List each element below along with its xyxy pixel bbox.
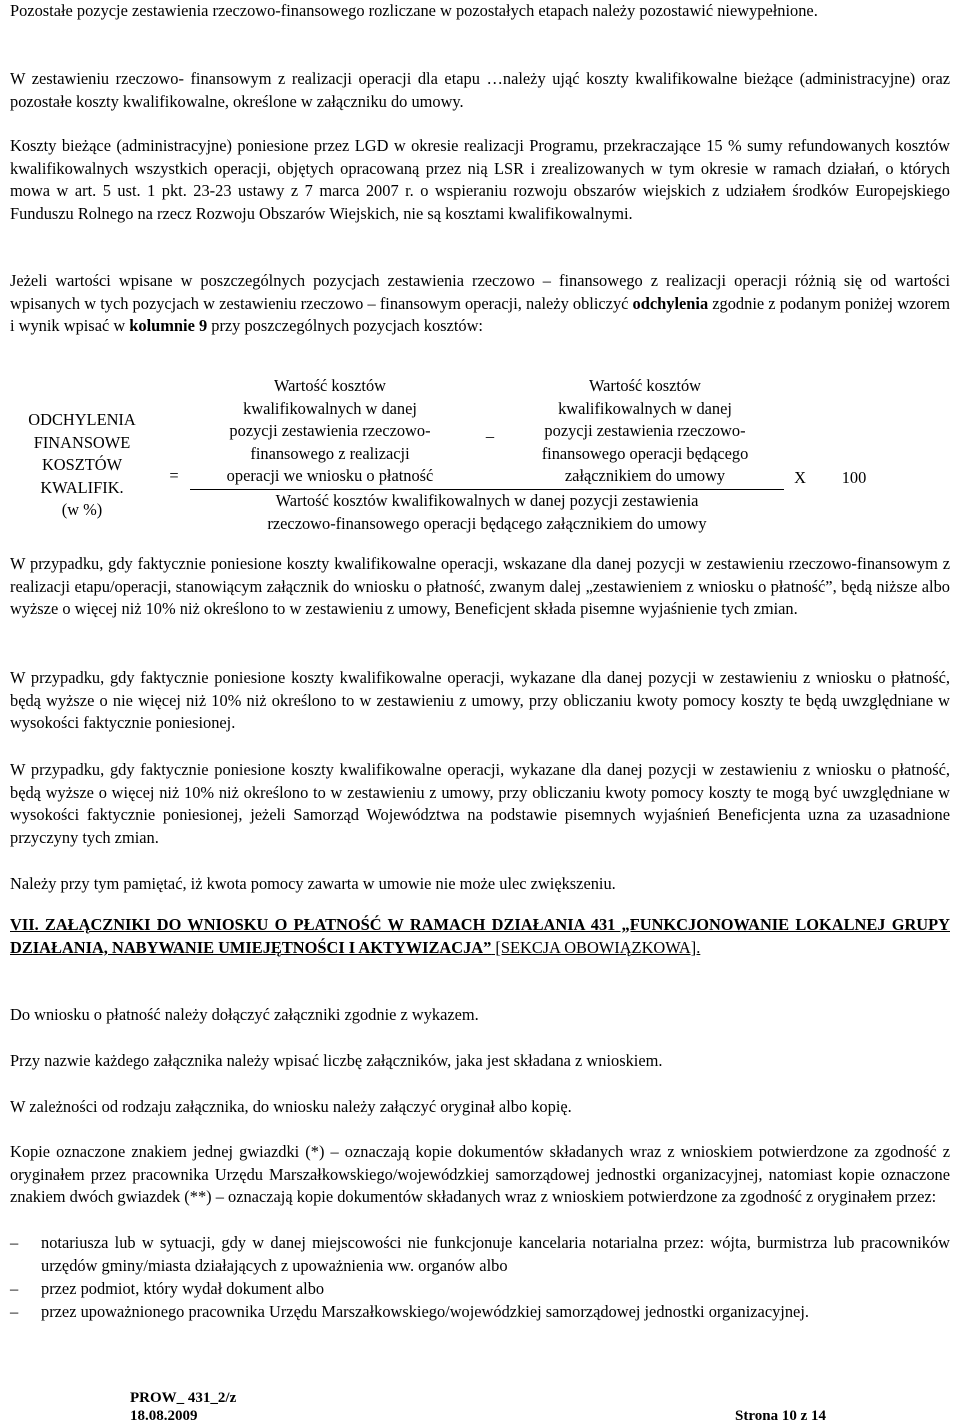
numerator-a-line: operacji we wniosku o płatność (226, 466, 434, 486)
denominator-line: Wartość kosztów kwalifikowalnych w danej pozycji zestawienia (275, 491, 699, 510)
minus-sign: _ (485, 421, 495, 440)
denominator (190, 490, 784, 535)
multiply-sign: X (794, 468, 806, 487)
list-item (10, 1278, 950, 1301)
numerator-b-line: załącznikiem do umowy (564, 466, 726, 486)
numerator-a-line: Wartość kosztów (273, 376, 387, 395)
dash-bullet: – (10, 1233, 19, 1252)
left-label-line: ODCHYLENIA (28, 410, 136, 429)
section-heading-attachments (10, 914, 950, 959)
numerator-b (510, 375, 780, 488)
paragraph-higher-costs-under-10: W przypadku, gdy faktycznie poniesione koszty kwalifikowalne operacji, wykazane dla danej pozycji w zestawieniu z wniosku o płatność, będą wyższe o nie więcej niż 10% niż określono to w zestawieniu z umowy, przy obliczaniu kwoty pomocy koszty te będą uwzględniane w wysokości faktycznie poniesionej. (10, 668, 950, 733)
numerator-a-line: finansowego z realizacji (250, 443, 410, 463)
equals-sign: = (169, 466, 179, 485)
dash-bullet: – (10, 1279, 19, 1298)
hundred-value: 100 (841, 468, 867, 487)
list-item-text: przez podmiot, który wydał dokument albo (41, 1279, 325, 1298)
footer-page-number: Strona 10 z 14 (735, 1408, 826, 1424)
text-run: Jeżeli wartości wpisane w poszczególnych pozycjach zestawienia rzeczowo – finansowego z realizacji operacji różnią się od wartości wpisanych w tych pozycjach w zestawieniu rzeczowo – finansowym operacji, należy obliczyć (10, 271, 950, 313)
numerator-b-line: kwalifikowalnych w danej (558, 398, 732, 418)
left-label-line: FINANSOWE (33, 432, 131, 452)
numerator-a-line: pozycji zestawienia rzeczowo- (229, 421, 431, 441)
denominator-line: rzeczowo-finansowego operacji będącego załącznikiem do umowy (267, 513, 707, 533)
paragraph-higher-costs-over-10: W przypadku, gdy faktycznie poniesione koszty kwalifikowalne operacji, wykazane dla danej pozycji w zestawieniu z wniosku o płatność, będą wyższe o więcej niż 10% niż określono to w zestawieniu z umowy, przy obliczaniu kwoty pomocy koszty te mogą być uwzględniane w wysokości faktycznie poniesionej, jeżeli Samorząd Województwa na podstawie pisemnych wyjaśnień Beneficjenta uzna za uzasadnione przyczyny tych zmian. (10, 760, 950, 847)
left-label-line: KOSZTÓW (41, 455, 123, 475)
paragraph-attachment-count: Przy nazwie każdego załącznika należy wpisać liczbę załączników, jaka jest składana z wnioskiem. (10, 1051, 663, 1070)
formula-left-label (12, 409, 152, 522)
paragraph-attachments-list: Do wniosku o płatność należy dołączyć załączniki zgodnie z wykazem. (10, 1005, 479, 1024)
list-item (10, 1301, 950, 1347)
numerator-b-line: Wartość kosztów (588, 376, 702, 395)
paragraph-stage-costs: W zestawieniu rzeczowo- finansowym z realizacji operacji dla etapu …należy ująć koszty kwalifikowalne bieżące (administracyjne) oraz pozostałe koszty kwalifikowalne, określone w załączniku do umowy. (10, 69, 950, 111)
footer-form-code: PROW_ 431_2/z (130, 1390, 237, 1406)
list-item-text: przez upoważnionego pracownika Urzędu Marszałkowskiego/wojewódzkiej samorządowej jednostki organizacyjnej. (41, 1302, 809, 1321)
left-label-line: KWALIFIK. (40, 477, 124, 497)
bold-term-kolumna-9: kolumnie 9 (129, 316, 208, 336)
paragraph-admin-costs: Koszty bieżące (administracyjne) poniesione przez LGD w okresie realizacji Programu, przekraczające 15 % sumy refundowanych kosztów kwalifikowalnych wszystkich operacji, objętych opracowaną przez nią LSR i zrealizowanych w tym okresie w ramach działań, o których mowa w art. 5 ust. 1 pkt. 23-23 ustawy z 7 marca 2007 r. o wspieraniu rozwoju obszarów wiejskich z udziałem środków Europejskiego Funduszu Rolnego na rzecz Rozwoju Obszarów Wiejskich, nie są kosztami kwalifikowalnymi. (10, 136, 950, 223)
left-label-line: (w %) (61, 500, 103, 520)
heading-bold-part: VII. ZAŁĄCZNIKI DO WNIOSKU O PŁATNOŚĆ W RAMACH DZIAŁANIA 431 „FUNKCJONOWANIE LOKALNEJ GRUPY DZIAŁANIA, NABYWANIE UMIEJĘTNOŚCI I AKTYWIZACJA” (10, 915, 950, 957)
paragraph-unfilled-positions: Pozostałe pozycje zestawienia rzeczowo-finansowego rozliczane w pozostałych etapach należy pozostawić niewypełnione. (10, 1, 818, 20)
text-run: przy poszczególnych pozycjach kosztów: (207, 316, 483, 336)
bold-term-odchylenia: odchylenia (632, 293, 709, 313)
paragraph-deviation-intro (10, 270, 950, 338)
numerator-b-line: pozycji zestawienia rzeczowo- (544, 421, 746, 441)
paragraph-aid-amount-note: Należy przy tym pamiętać, iż kwota pomocy zawarta w umowie nie może ulec zwiększeniu. (10, 874, 616, 893)
footer-date: 18.08.2009 (130, 1408, 198, 1424)
deviation-formula (0, 370, 960, 540)
numerator-a-line: kwalifikowalnych w danej (243, 398, 417, 418)
text-run: zgodnie z podanym poniżej wzorem i wynik wpisać w (10, 293, 950, 336)
list-item (10, 1232, 950, 1278)
list-item-text: notariusza lub w sytuacji, gdy w danej miejscowości nie funkcjonuje kancelaria notarialna przez: wójta, burmistrza lub pracowników urzędów gminy/miasta działających z upoważnienia ww. organów albo (41, 1233, 950, 1275)
dash-bullet: – (10, 1302, 19, 1321)
heading-mandatory-note: [SEKCJA OBOWIĄZKOWA]. (491, 937, 701, 957)
paragraph-copies-explanation: Kopie oznaczone znakiem jednej gwiazdki (*) – oznaczają kopie dokumentów składanych wraz z wnioskiem potwierdzone za zgodność z oryginałem przez pracownika Urzędu Marszałkowskiego/wojewódzkiej samorządowej jednostki organizacyjnej, natomiast kopie oznaczone znakiem dwóch gwiazdek (**) – oznaczają kopie dokumentów składanych wraz z wnioskiem potwierdzone za zgodność z oryginałem przez: (10, 1142, 950, 1207)
paragraph-original-or-copy: W zależności od rodzaju załącznika, do wniosku należy załączyć oryginał albo kopię. (10, 1097, 572, 1116)
paragraph-lower-costs: W przypadku, gdy faktycznie poniesione koszty kwalifikowalne operacji, wskazane dla danej pozycji w zestawieniu rzeczowo-finansowym z realizacji etapu/operacji, stanowiącym załącznik do wniosku o płatność, zwanym dalej „zestawieniem z wniosku o płatność”, będą niższe albo wyższe o więcej niż 10% niż określono to w zestawieniu z umowy, Beneficjent składa pisemne wyjaśnienie tych zmian. (10, 554, 950, 619)
numerator-a (194, 375, 466, 488)
numerator-b-line: finansowego operacji będącego (541, 443, 749, 463)
